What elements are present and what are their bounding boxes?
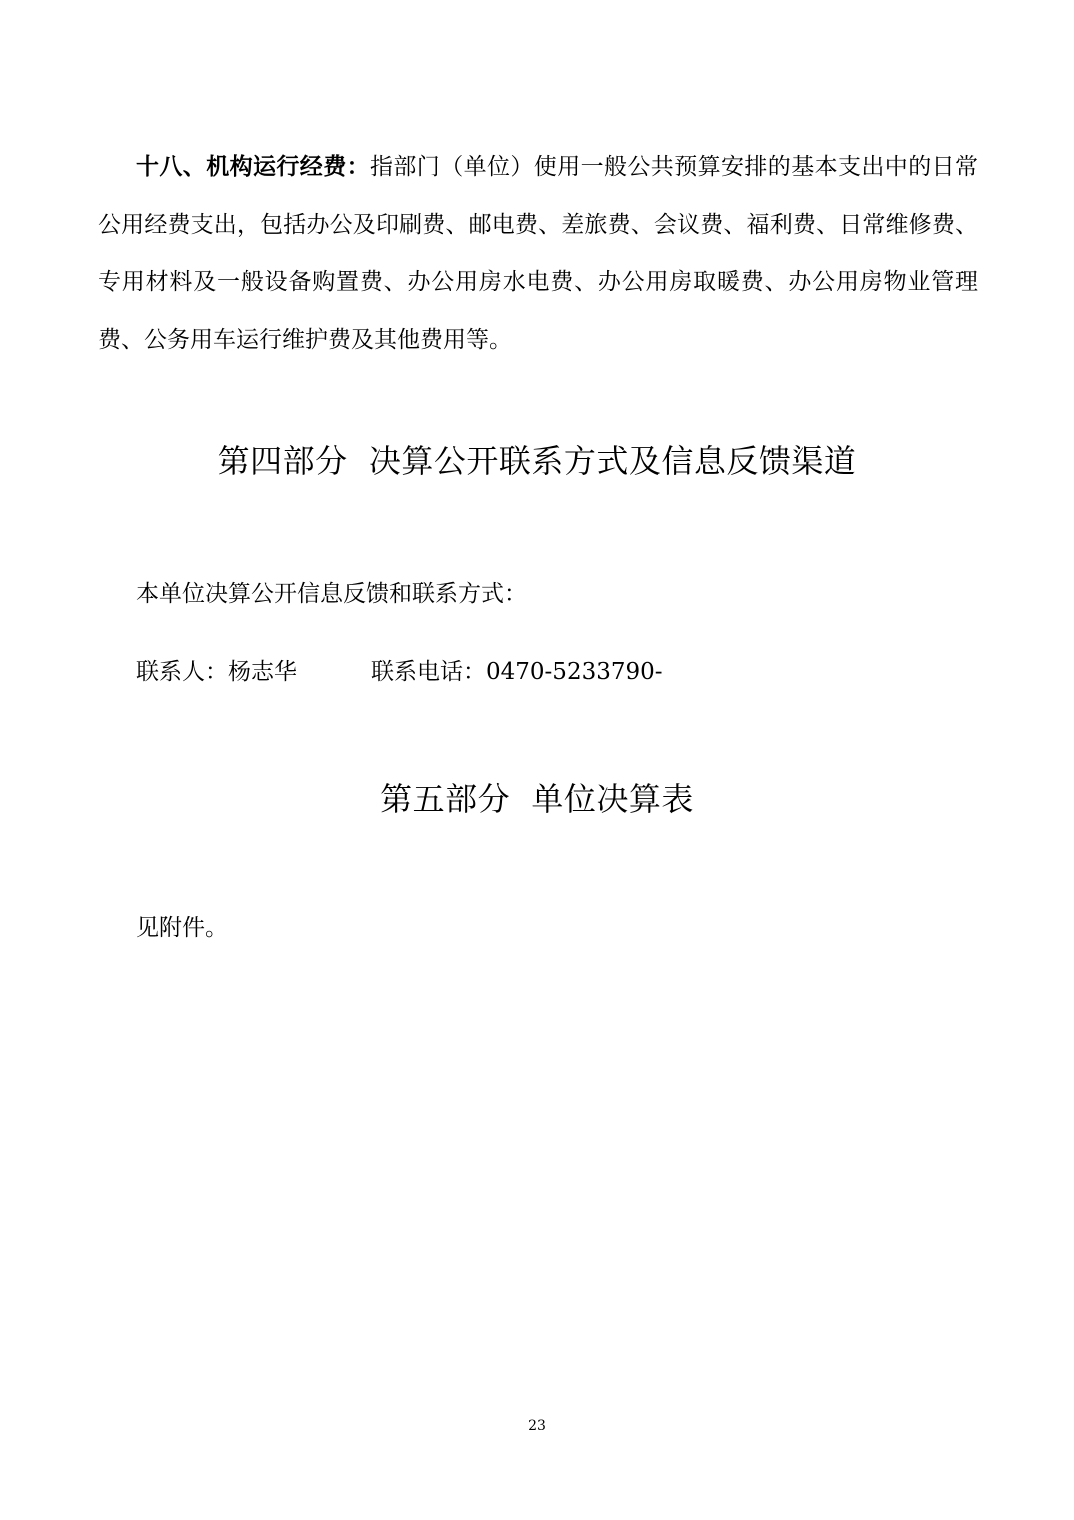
section-18-body: 指部门（单位）使用一般公共预算安排的基本支出中的日常公用经费支出，包括办公及印刷费、邮电费、差旅费、会议费、福利费、日常维修费、专用材料及一般设备购置费、办公用房水电费、办公用房取暖费、办公用房物业管理费、公务用车运行维护费及其他费用等。 xyxy=(98,154,979,353)
contact-line xyxy=(136,656,663,688)
contact-phone: 联系电话：0470-5233790- xyxy=(371,659,663,685)
section-18-paragraph xyxy=(98,138,978,369)
part-5-heading: 第五部分 单位决算表 xyxy=(380,780,694,818)
part-4-heading: 第四部分 决算公开联系方式及信息反馈渠道 xyxy=(217,442,857,480)
page-number: 23 xyxy=(528,1418,546,1434)
section-18-term: 十八、机构运行经费： xyxy=(136,153,370,180)
feedback-intro-text: 本单位决算公开信息反馈和联系方式： xyxy=(136,581,527,607)
contact-person: 联系人：杨志华 xyxy=(136,659,297,685)
see-attachment-text: 见附件。 xyxy=(136,915,228,941)
